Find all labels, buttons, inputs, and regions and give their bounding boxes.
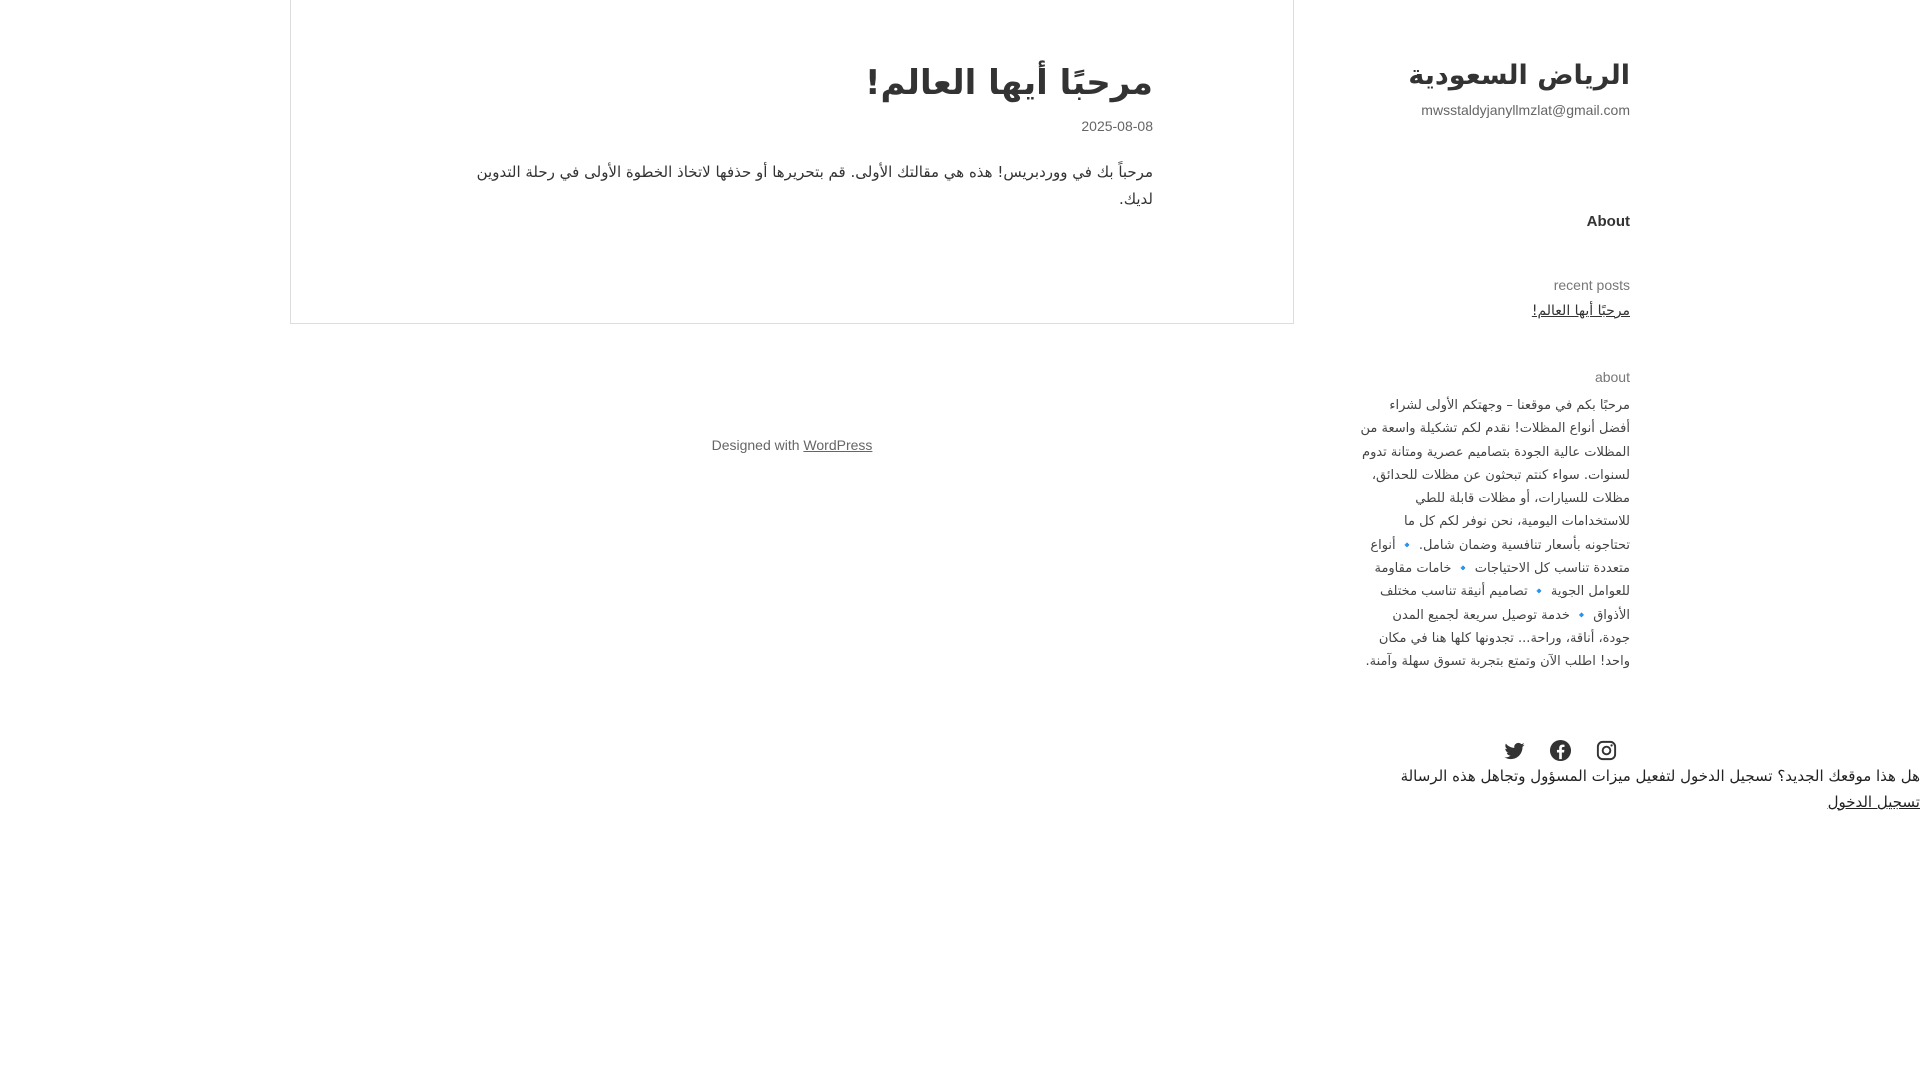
footer-credit bbox=[290, 437, 1294, 453]
login-notice bbox=[1360, 763, 1920, 815]
recent-posts-title: recent posts bbox=[1553, 277, 1630, 293]
twitter-icon[interactable] bbox=[1503, 739, 1526, 762]
login-link[interactable]: تسجيل الدخول bbox=[1827, 793, 1920, 811]
site-title[interactable]: الرياض السعودية bbox=[1408, 60, 1630, 91]
diamond-icon: 🔹 bbox=[1455, 561, 1471, 576]
post-date[interactable]: 2025-08-08 bbox=[1081, 118, 1153, 134]
diamond-icon: 🔹 bbox=[1531, 584, 1547, 599]
instagram-icon[interactable] bbox=[1595, 739, 1618, 762]
site-email: mwsstaldyjanyllmzlat@gmail.com bbox=[1421, 102, 1630, 118]
wordpress-link[interactable]: WordPress bbox=[803, 437, 873, 453]
diamond-icon: 🔹 bbox=[1574, 607, 1590, 622]
post-excerpt: مرحباً بك في ووردبريس! هذه هي مقالتك الأولى. قم بتحريرها أو حذفها لاتخاذ الخطوة الأولى في رحلة التدوين لديك. bbox=[476, 163, 1153, 208]
about-item: تصاميم أنيقة تناسب مختلف الأذواق bbox=[1380, 584, 1630, 623]
about-outro: جودة، أناقة، وراحة... تجدونها كلها هنا في مكان واحد! اطلب الآن وتمتع بتجربة تسوق سهلة وآمنة. bbox=[1365, 630, 1630, 670]
about-item: خامات مقاومة للعوامل الجوية bbox=[1374, 561, 1630, 600]
post-title[interactable]: مرحبًا أيها العالم! bbox=[865, 63, 1153, 103]
designed-with-text: Designed with bbox=[711, 437, 800, 453]
recent-post-link[interactable]: مرحبًا أيها العالم! bbox=[1531, 303, 1630, 319]
about-intro: مرحبًا بكم في موقعنا – وجهتكم الأولى لشراء أفضل أنواع المظلات! نقدم لكم تشكيلة واسعة من المظلات عالية الجودة بتصاميم عصرية ومتانة تدوم لسنوات. سواء كنتم تبحثون عن مظلات للحدائق، مظلات للسيارات، أو مظلات قابلة للطي للاستخدامات اليومية، نحن نوفر لكم كل ما تحتاجونه بأسعار تنافسية وضمان شامل. bbox=[1360, 398, 1630, 553]
about-text bbox=[1360, 394, 1630, 674]
facebook-icon[interactable] bbox=[1549, 739, 1572, 762]
nav-about-link[interactable]: About bbox=[1586, 213, 1630, 230]
about-item: أنواع متعددة تناسب كل الاحتياجات bbox=[1370, 537, 1630, 577]
diamond-icon: 🔹 bbox=[1399, 537, 1415, 552]
post-card bbox=[290, 0, 1294, 324]
about-title: about bbox=[1594, 369, 1630, 385]
login-notice-message: هل هذا موقعك الجديد؟ تسجيل الدخول لتفعيل ميزات المسؤول وتجاهل هذه الرسالة bbox=[1400, 767, 1920, 785]
social-links bbox=[1503, 739, 1618, 762]
about-item: خدمة توصيل سريعة لجميع المدن bbox=[1392, 607, 1570, 623]
